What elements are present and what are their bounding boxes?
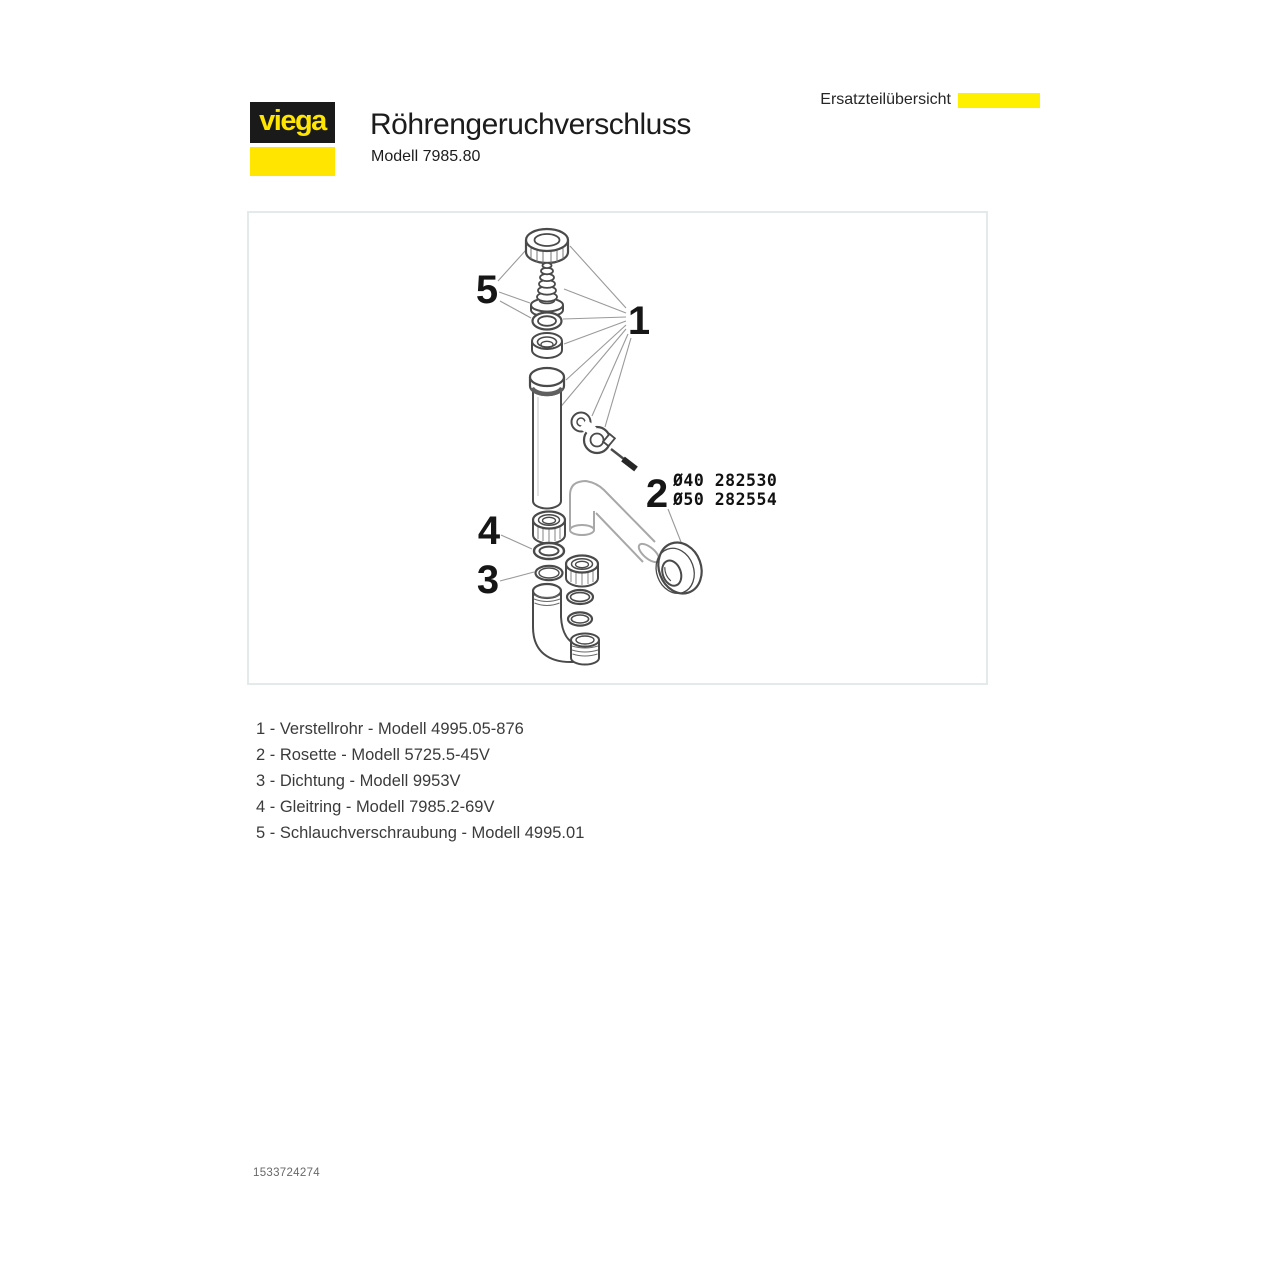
gasket-part [536, 566, 563, 580]
adjustable-tube-part [530, 368, 564, 509]
part-list-item-5: 5 - Schlauchverschraubung - Modell 4995.01 [256, 824, 585, 842]
doc-type [818, 92, 1040, 108]
variant-row-40: Ø40 282530 [673, 471, 778, 490]
cap-nut-part [526, 229, 568, 263]
callout-1: 1 [627, 299, 651, 343]
part-list-item-3: 3 - Dichtung - Modell 9953V [256, 772, 461, 790]
hose-barb-part [531, 263, 563, 317]
callout-2: 2 [645, 472, 669, 516]
doc-type-accent-bar [958, 93, 1040, 108]
callout-5: 5 [475, 268, 499, 312]
part-list-item-2: 2 - Rosette - Modell 5725.5-45V [256, 746, 490, 764]
callout-3: 3 [476, 558, 500, 602]
knurled-nut-upper-part [533, 512, 565, 544]
knurled-nut-lower-part [566, 556, 598, 587]
insert-sleeve-part [532, 333, 562, 358]
callout-4: 4 [477, 509, 501, 553]
variant-article-numbers [672, 471, 777, 509]
part-list-item-1: 1 - Verstellrohr - Modell 4995.05-876 [256, 720, 524, 738]
oring-top-part [533, 313, 562, 330]
page-title: Röhrengeruchverschluss [370, 108, 691, 141]
page-subtitle: Modell 7985.80 [371, 148, 481, 165]
glide-ring-part [534, 543, 564, 559]
viega-logo-text: viega [259, 105, 326, 137]
pipe-clamp-part [572, 413, 637, 470]
document-number: 1533724274 [253, 1167, 320, 1179]
viega-logo [250, 102, 335, 143]
rosette-part [649, 536, 709, 600]
exploded-diagram-frame [247, 211, 988, 685]
part-list-item-4: 4 - Gleitring - Modell 7985.2-69V [256, 798, 495, 816]
exploded-diagram [249, 213, 986, 683]
variant-row-50: Ø50 282554 [673, 490, 778, 509]
doc-type-label: Ersatzteilübersicht [820, 91, 951, 108]
parts-list [256, 716, 584, 846]
viega-logo-bar [250, 147, 335, 176]
trap-bend-part [533, 584, 599, 665]
